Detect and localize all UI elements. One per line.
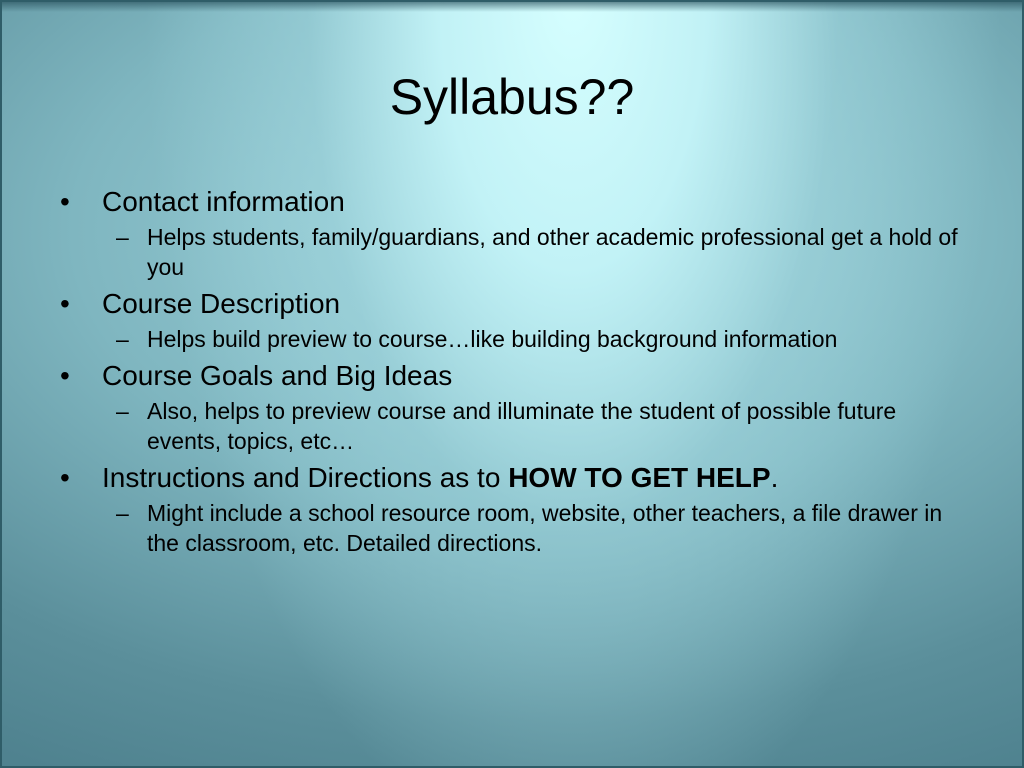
dash-icon: – xyxy=(116,326,129,352)
bullet-text: Course Goals and Big Ideas xyxy=(102,360,453,391)
sub-bullet-item xyxy=(102,498,958,558)
sub-bullet-item xyxy=(102,324,958,354)
sub-bullet-list xyxy=(102,498,958,558)
sub-bullet-text: Helps students, family/guardians, and other academic professional get a hold of you xyxy=(147,224,958,280)
dash-icon: – xyxy=(116,398,129,424)
bullet-text-prefix: Instructions and Directions as to xyxy=(102,462,509,493)
bullet-item xyxy=(58,286,958,354)
bullet-icon: • xyxy=(60,186,70,217)
bullet-text: Contact information xyxy=(102,186,345,217)
bullet-item xyxy=(58,358,958,456)
sub-bullet-text: Might include a school resource room, website, other teachers, a file drawer in the classroom, etc. Detailed directions. xyxy=(147,500,943,556)
slide-title: Syllabus?? xyxy=(389,69,635,125)
sub-bullet-text: Helps build preview to course…like building background information xyxy=(147,326,838,352)
sub-bullet-list xyxy=(102,324,958,354)
bullet-icon: • xyxy=(60,288,70,319)
bullet-icon: • xyxy=(60,360,70,391)
bullet-icon: • xyxy=(60,462,70,493)
bullet-text-suffix: . xyxy=(770,462,779,493)
bullet-text: Course Description xyxy=(102,288,341,319)
sub-bullet-item xyxy=(102,396,958,456)
bullet-text-emphasis: HOW TO GET HELP xyxy=(508,462,771,493)
dash-icon: – xyxy=(116,224,129,250)
sub-bullet-list xyxy=(102,222,958,282)
sub-bullet-item xyxy=(102,222,958,282)
bullet-item xyxy=(58,460,958,558)
sub-bullet-list xyxy=(102,396,958,456)
bullet-item xyxy=(58,184,958,282)
sub-bullet-text: Also, helps to preview course and illuminate the student of possible future events, topics, etc… xyxy=(147,398,897,454)
dash-icon: – xyxy=(116,500,129,526)
bullet-list xyxy=(58,184,958,558)
